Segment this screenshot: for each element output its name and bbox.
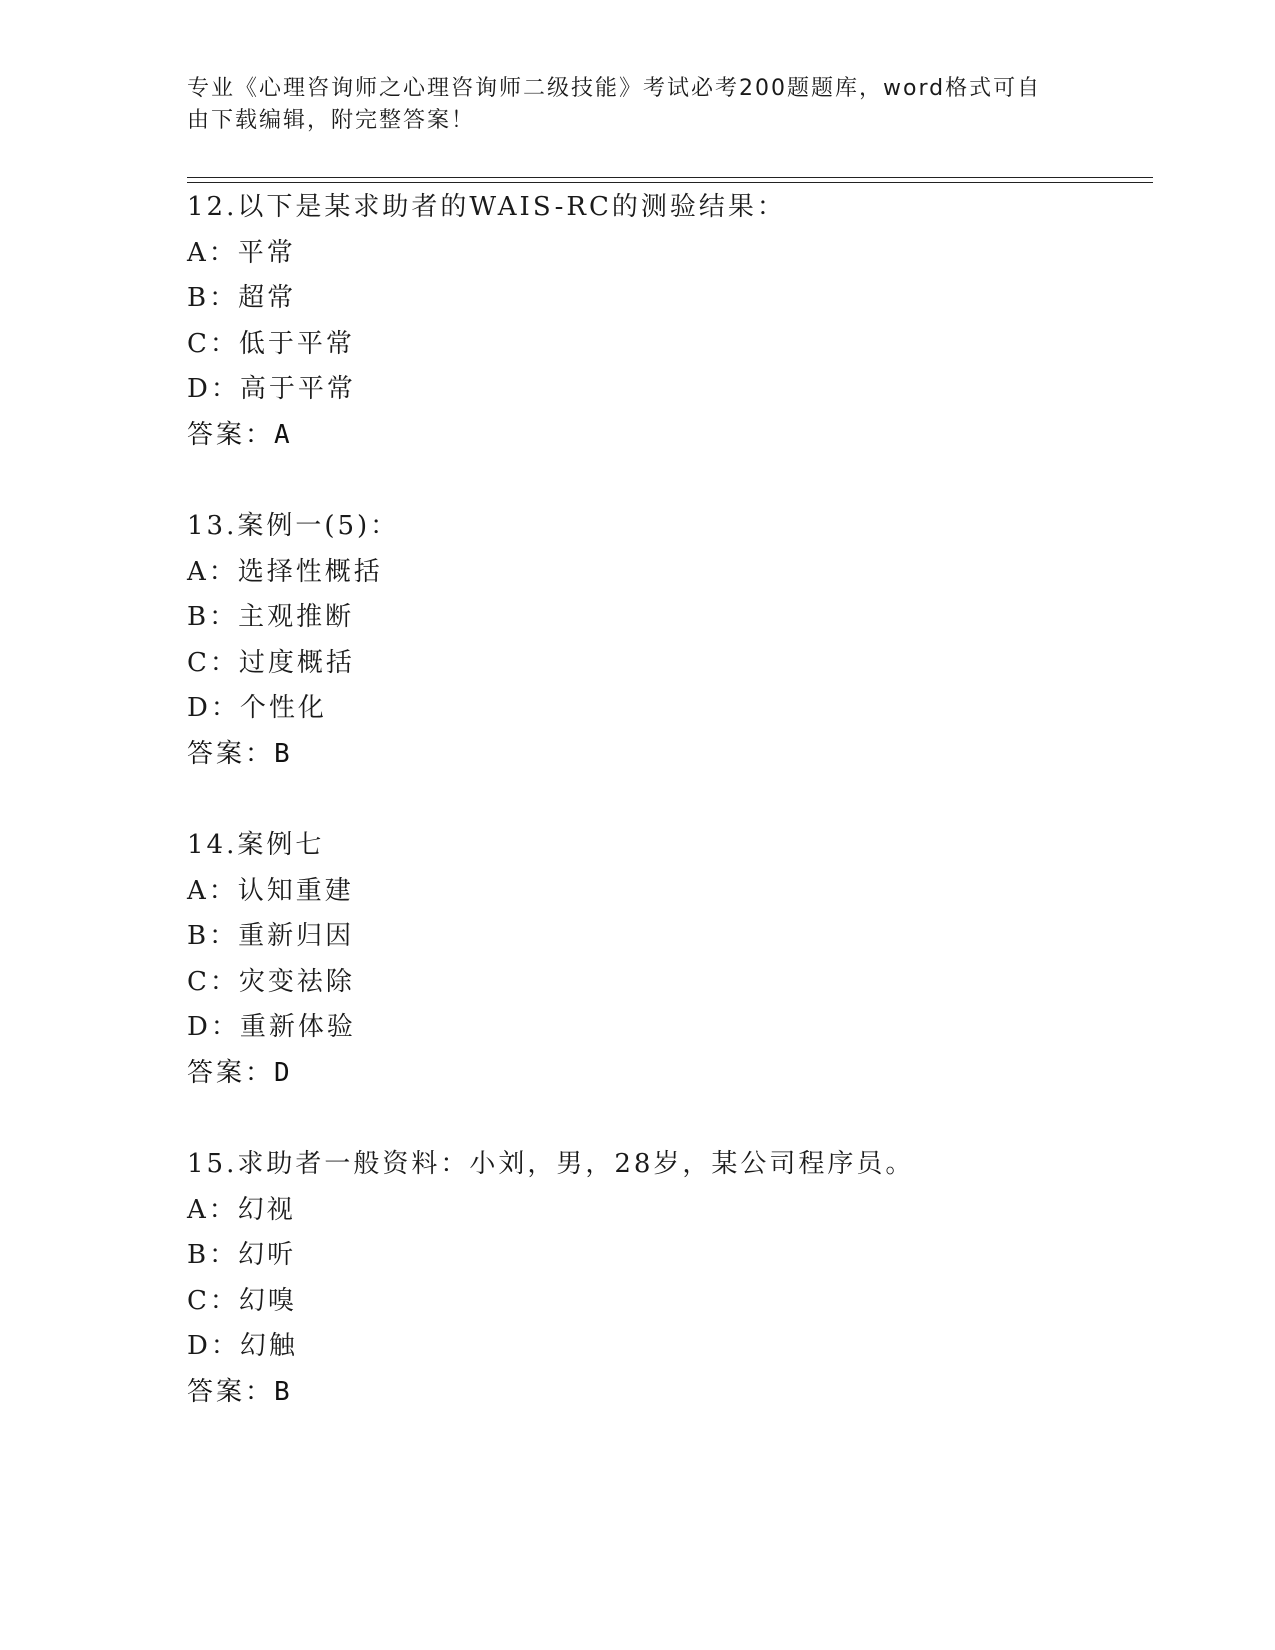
question-13 [187,504,1147,778]
answer-value: A [274,419,292,450]
header-divider-bottom [187,182,1153,183]
option-b: B：幻听 [187,1240,297,1271]
question-15 [187,1142,1147,1416]
answer-line [187,413,1147,459]
option-d: D：幻触 [187,1331,298,1362]
option-a: A：选择性概括 [187,556,383,587]
option-a: A：认知重建 [187,875,354,906]
answer-line [187,1051,1147,1097]
question-stem: 13.案例一(5)： [187,511,400,541]
answer-value: B [274,1376,292,1407]
answer-label: 答案： [187,1057,275,1088]
header-note-line-1: 专业《心理咨询师之心理咨询师二级技能》考试必考200题题库，word格式可自 [187,76,1042,101]
option-a: A：平常 [187,237,296,268]
option-c: C：低于平常 [187,328,355,359]
option-c: C：幻嗅 [187,1285,297,1316]
answer-label: 答案： [187,1376,275,1407]
question-stem: 14.案例七 [187,830,325,860]
option-b: B：超常 [187,283,297,314]
option-a: A：幻视 [187,1194,296,1225]
answer-value: B [274,738,292,769]
answer-line [187,732,1147,778]
question-stem: 12.以下是某求助者的WAIS-RC的测验结果： [187,192,786,222]
header-divider-top [187,177,1153,178]
answer-line [187,1370,1147,1416]
header-note-line-2: 由下载编辑，附完整答案！ [187,108,476,133]
answer-label: 答案： [187,419,275,450]
option-c: C：过度概括 [187,647,355,678]
option-d: D：个性化 [187,693,327,724]
option-c: C：灾变祛除 [187,966,355,997]
header-note [187,73,1087,137]
question-14 [187,823,1147,1097]
question-stem: 15.求助者一般资料：小刘，男，28岁，某公司程序员。 [187,1149,915,1179]
option-d: D：高于平常 [187,374,356,405]
option-b: B：主观推断 [187,602,355,633]
answer-value: D [274,1057,292,1088]
option-b: B：重新归因 [187,921,355,952]
option-d: D：重新体验 [187,1012,356,1043]
answer-label: 答案： [187,738,275,769]
question-12 [187,185,1147,459]
